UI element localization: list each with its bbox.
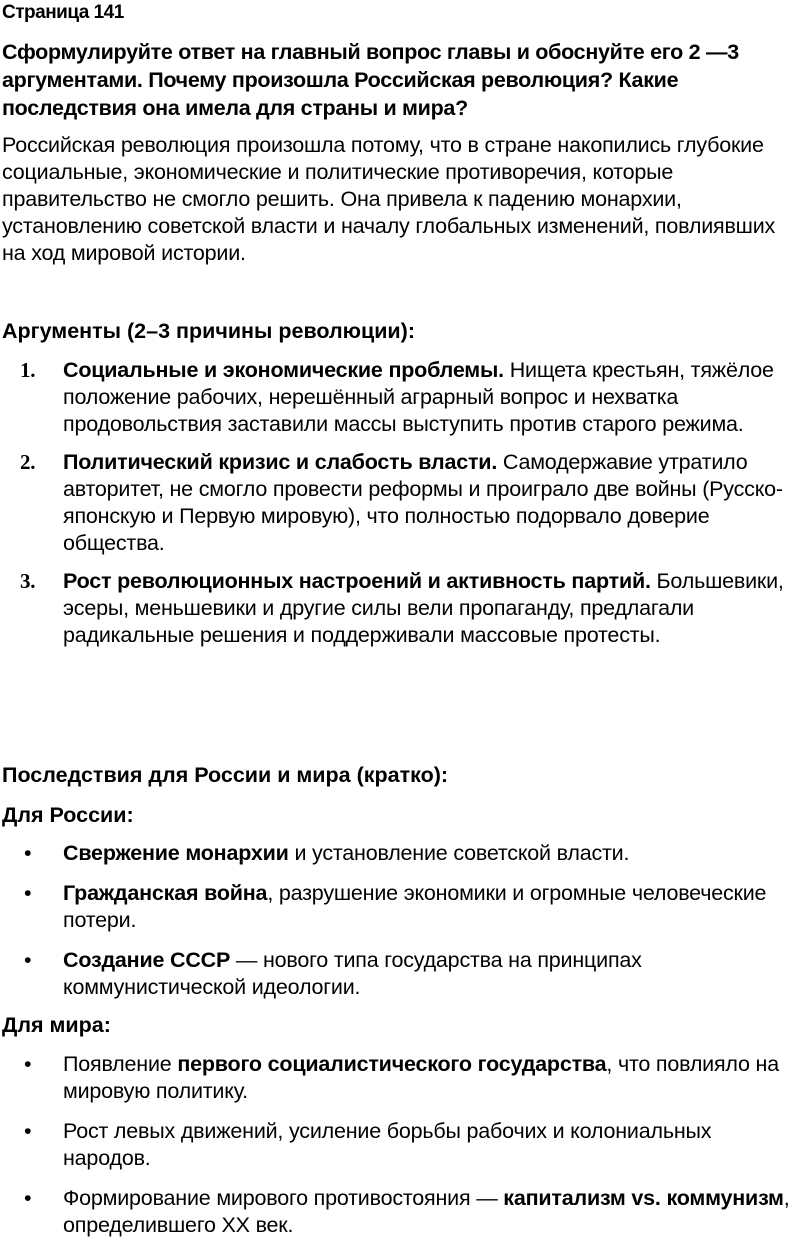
bullet-icon: • — [24, 841, 32, 865]
world-list — [0, 1051, 800, 1252]
list-item — [0, 947, 800, 1001]
bullet-icon: • — [24, 1119, 32, 1143]
item-text: Самодержавие утратило авторитет, не смогло провести реформы и проиграло две войны (Русско-японскую и Первую мировую), что полностью подорвало доверие общества. — [63, 450, 783, 555]
russia-list — [0, 840, 800, 1014]
list-item — [0, 840, 800, 867]
item-text: Рост левых движений, усиление борьбы рабочих и колониальных народов. — [63, 1119, 712, 1170]
bullet-icon: • — [24, 948, 32, 972]
item-bold: Гражданская война — [63, 881, 268, 905]
world-heading: Для мира: — [2, 1013, 111, 1037]
item-text: Появление — [63, 1052, 178, 1076]
item-bold: капитализм vs. коммунизм — [503, 1186, 784, 1210]
item-bold: Рост революционных настроений и активность партий. — [63, 569, 651, 593]
item-bold: Свержение монархии — [63, 841, 289, 865]
item-bold: Создание СССР — [63, 948, 231, 972]
item-number: 2. — [20, 450, 36, 474]
list-item — [0, 1118, 800, 1172]
item-bold: первого социалистического государства — [177, 1052, 607, 1076]
item-bold: Политический кризис и слабость власти. — [63, 450, 498, 474]
bullet-icon: • — [24, 881, 32, 905]
bullet-icon: • — [24, 1052, 32, 1076]
item-bold: Социальные и экономические проблемы. — [63, 358, 504, 382]
page-label: Страница 141 — [2, 2, 124, 23]
item-text: , что повлияло на мировую политику. — [63, 1052, 779, 1103]
item-text: Формирование мирового противостояния — — [63, 1186, 504, 1210]
item-number: 3. — [20, 569, 36, 593]
list-item — [0, 1051, 800, 1105]
list-item — [0, 568, 800, 649]
item-text: , разрушение экономики и огромные человеческие потери. — [63, 881, 767, 932]
consequences-heading: Последствия для России и мира (кратко): — [2, 763, 449, 787]
question-heading: Сформулируйте ответ на главный вопрос главы и обоснуйте его 2 —3 аргументами. Почему произошла Российская революция? Какие последствия она имела для страны и мира? — [2, 40, 739, 120]
list-item — [0, 1185, 800, 1239]
bullet-icon: • — [24, 1186, 32, 1210]
item-text: — нового типа государства на принципах коммунистической идеологии. — [63, 948, 642, 999]
list-item — [0, 449, 800, 557]
item-text: и установление советской власти. — [288, 841, 630, 865]
item-text: , определившего XX век. — [63, 1186, 790, 1237]
arguments-heading: Аргументы (2–3 причины революции): — [2, 319, 415, 343]
russia-heading: Для России: — [2, 803, 134, 827]
list-item — [0, 880, 800, 934]
list-item — [0, 357, 800, 438]
item-text: Большевики, эсеры, меньшевики и другие силы вели пропаганду, предлагали радикальные решения и поддерживали массовые протесты. — [63, 569, 784, 647]
item-number: 1. — [20, 358, 36, 382]
answer-paragraph: Российская революция произошла потому, что в стране накопились глубокие социальные, экономические и политические противоречия, которые правительство не смогло решить. Она привела к падению монархии, установлению советской власти и началу глобальных изменений, повлиявших на ход мировой истории. — [2, 133, 776, 265]
arguments-list — [0, 357, 800, 660]
item-text: Нищета крестьян, тяжёлое положение рабочих, нерешённый аграрный вопрос и нехватка продовольствия заставили массы выступить против старого режима. — [63, 358, 774, 436]
